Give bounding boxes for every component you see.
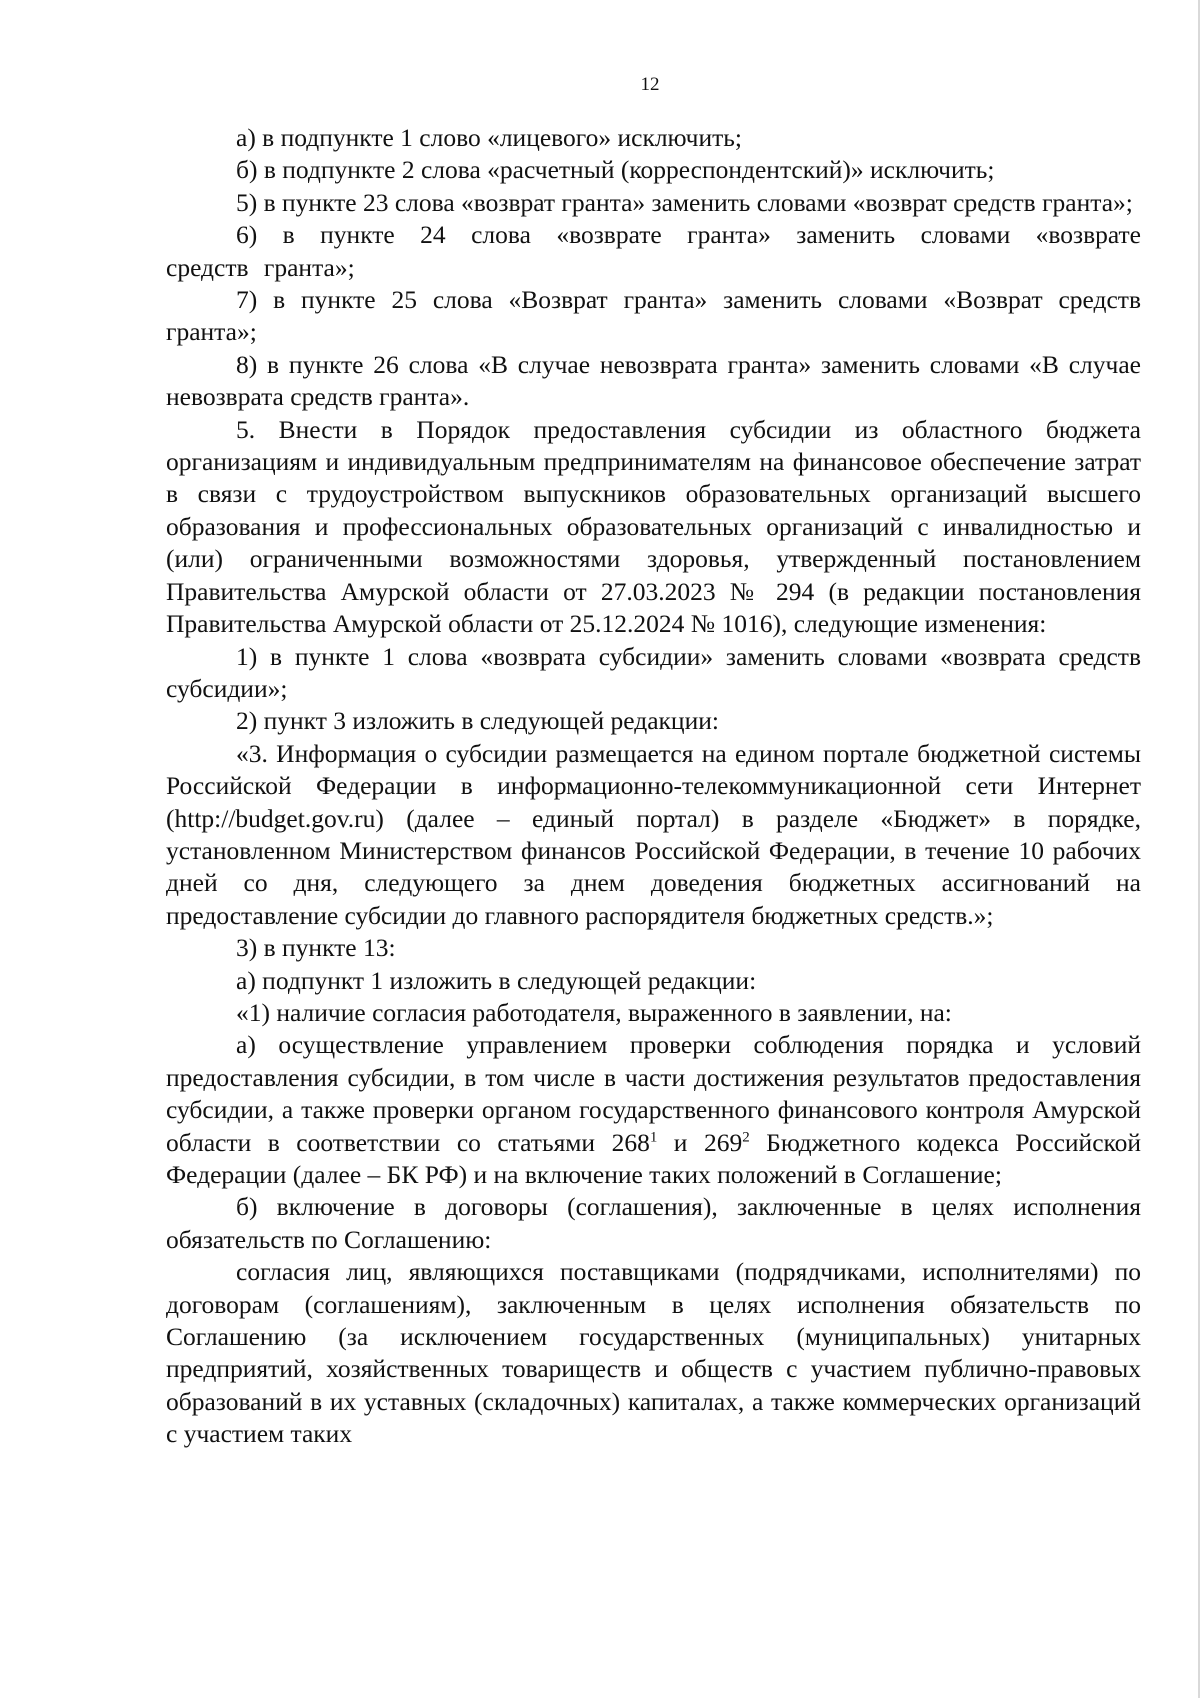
superscript-2: 2 (742, 1129, 750, 1146)
paragraph-item-8-point-26: 8) в пункте 26 слова «В случае невозврата гранта» заменить словами «В случае невозврата средств гранта». (166, 349, 1141, 412)
document-body (166, 122, 1141, 1451)
control-text-start: а) осуществление управлением проверки соблюдения порядка и условий предоставления субсидии, в том числе в части достижения результатов предоставления субсидии, а также проверки органом государственного финансового контроля Амурской области в соответствии со статьями 268 (166, 1030, 1141, 1157)
paragraph-point-3-new-edition: 2) пункт 3 изложить в следующей редакции: (236, 706, 719, 736)
paragraph-b-contracts: б) включение в договоры (соглашения), заключенные в целях исполнения обязательств по Соглашению: (166, 1192, 1141, 1254)
page-number: 12 (640, 74, 660, 95)
control-text-end: Бюджетного кодекса Российской Федерации (далее – БК РФ) и на включение таких положений в Соглашение; (166, 1127, 1142, 1189)
paragraph-point-13: 3) в пункте 13: (236, 933, 396, 963)
paragraph-a-subitem-1: а) в подпункте 1 слово «лицевого» исключить; (236, 123, 742, 152)
paragraph-item-6-point-24: 6) в пункте 24 слова «возврате гранта» заменить словами «возврате средств гранта»; (166, 220, 1141, 282)
paragraph-section-5: 5. Внести в Порядок предоставления субсидии из областного бюджета организациям и индивидуальным предпринимателям на финансовое обеспечение затрат в связи с трудоустройством выпускников образовательных организаций высшего образования и профессиональных образовательных организаций с инвалидностью и (или) ограниченными возможностями здоровья, утвержденный постановлением Правительства Амурской области от 27.03.2023 № 294 (в редакции постановления Правительства Амурской области от 25.12.2024 № 1016), следующие изменения: (166, 414, 1141, 639)
paragraph-item-5-point-23: 5) в пункте 23 слова «возврат гранта» заменить словами «возврат средств гранта»; (236, 187, 1133, 217)
paragraph-b-subitem-2: б) в подпункте 2 слова «расчетный (корреспондентский)» исключить; (236, 155, 995, 185)
paragraph-supplier-consent: согласия лиц, являющихся поставщиками (подрядчиками, исполнителями) по договорам (соглашениям), заключенным в целях исполнения обязательств по Соглашению (за исключением государственных (муниципальных) унитарных предприятий, хозяйственных товариществ и обществ с участием публично-правовых образований в их уставных (складочных) капиталах, а также коммерческих организаций с участием таких (166, 1257, 1141, 1449)
paragraph-subpoint-1-edition: а) подпункт 1 изложить в следующей редакции: (236, 965, 757, 995)
control-text-middle: и 269 (657, 1127, 743, 1157)
superscript-1: 1 (649, 1129, 658, 1146)
paragraph-subsidy-information: «3. Информация о субсидии размещается на едином портале бюджетной системы Российской Федерации в информационно-телекоммуникационной сети Интернет (http://budget.gov.ru) (далее – единый портал) в разделе «Бюджет» в порядке, установленном Министерством финансов Российской Федерации, в течение 10 рабочих дней со дня, следующего за днем доведения бюджетных ассигнований на предоставление субсидии до главного распорядителя бюджетных средств.»; (166, 738, 1141, 930)
paragraph-a-control (166, 1029, 1141, 1191)
paragraph-employer-consent: «1) наличие согласия работодателя, выраженного в заявлении, на: (236, 997, 952, 1027)
paragraph-point-1-change: 1) в пункте 1 слова «возврата субсидии» заменить словами «возврата средств субсидии»; (166, 641, 1141, 703)
paragraph-item-7-point-25: 7) в пункте 25 слова «Возврат гранта» заменить словами «Возврат средств гранта»; (166, 285, 1141, 347)
